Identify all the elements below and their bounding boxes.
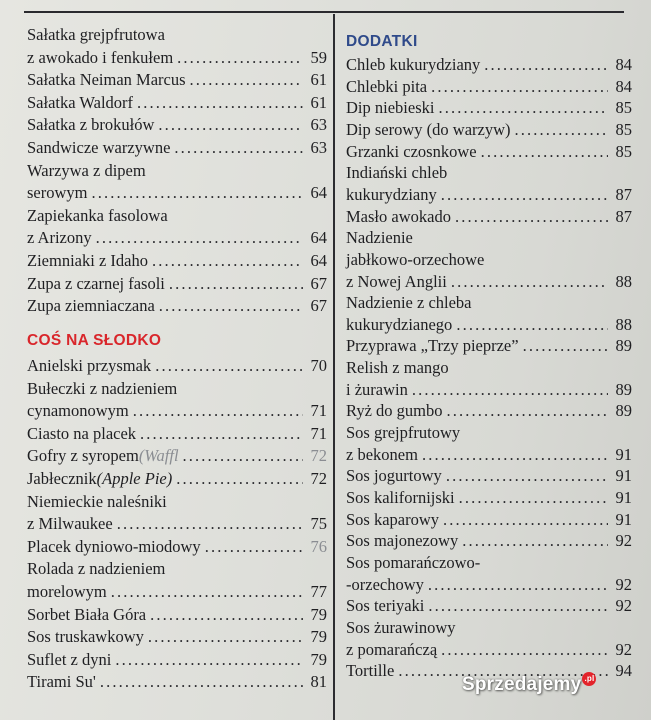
section-heading: COŚ NA SŁODKO bbox=[27, 332, 162, 349]
page-number: 92 bbox=[615, 531, 632, 551]
entry-title: Sos majonezowy bbox=[346, 531, 459, 551]
toc-entry bbox=[27, 24, 327, 46]
dot-leader bbox=[459, 487, 608, 509]
entry-title: Niemieckie naleśniki bbox=[27, 491, 167, 511]
toc-entry bbox=[27, 160, 327, 182]
entry-title: Chleb kukurydziany bbox=[346, 55, 481, 74]
page-number: 75 bbox=[310, 514, 327, 534]
page-number: 87 bbox=[615, 206, 632, 226]
dot-leader bbox=[455, 206, 608, 228]
toc-entry bbox=[27, 137, 327, 159]
toc-entry bbox=[27, 626, 327, 648]
page-number: 71 bbox=[310, 401, 327, 421]
entry-title: Chlebki pita bbox=[346, 76, 428, 96]
entry-title: Indiański chleb bbox=[346, 163, 448, 183]
page-number: 89 bbox=[615, 401, 632, 421]
dot-leader bbox=[484, 54, 608, 76]
entry-title: serowym bbox=[27, 183, 88, 203]
toc-entry bbox=[27, 468, 327, 490]
toc-entry bbox=[27, 69, 327, 91]
dot-leader bbox=[443, 509, 608, 531]
toc-entry bbox=[27, 423, 327, 445]
toc-entry bbox=[346, 379, 632, 401]
entry-title: Sos grejpfrutowy bbox=[346, 423, 461, 443]
dot-leader bbox=[150, 604, 303, 626]
dot-leader bbox=[451, 271, 608, 293]
entry-title: Nadzienie z chleba bbox=[346, 293, 472, 313]
page-number: 67 bbox=[310, 273, 327, 293]
page-number: 71 bbox=[310, 423, 327, 443]
page-number: 67 bbox=[310, 296, 327, 316]
toc-entry bbox=[27, 581, 327, 603]
entry-title: Gofry z syropem bbox=[27, 446, 139, 466]
toc-entry bbox=[27, 536, 327, 558]
toc-entry bbox=[346, 292, 632, 314]
page-number: 79 bbox=[310, 649, 327, 669]
page-number: 91 bbox=[615, 444, 632, 464]
toc-entry bbox=[346, 271, 632, 293]
entry-title: z Arizony bbox=[27, 228, 92, 248]
page-number: 63 bbox=[310, 138, 327, 157]
dot-leader bbox=[100, 671, 303, 693]
page-number: 91 bbox=[615, 509, 632, 529]
dot-leader bbox=[183, 445, 303, 467]
toc-entry bbox=[346, 509, 632, 531]
page-number: 85 bbox=[615, 98, 632, 118]
entry-title: Zupa z czarnej fasoli bbox=[27, 273, 165, 293]
page-number: 77 bbox=[310, 582, 327, 601]
entry-title: -orzechowy bbox=[346, 574, 424, 594]
entry-title: kukurydziany bbox=[346, 184, 437, 204]
page-number: 61 bbox=[310, 92, 327, 112]
entry-title: Suflet z dyni bbox=[27, 649, 112, 669]
dot-leader bbox=[205, 536, 303, 558]
toc-entry bbox=[27, 92, 327, 114]
toc-entry bbox=[27, 400, 327, 422]
entry-title: z bekonem bbox=[346, 444, 418, 464]
toc-entry bbox=[346, 227, 632, 249]
page-number: 61 bbox=[310, 70, 327, 90]
entry-title: Masło awokado bbox=[346, 206, 451, 226]
toc-entry bbox=[346, 617, 632, 639]
toc-entry bbox=[346, 465, 632, 487]
entry-title: Warzywa z dipem bbox=[27, 160, 146, 180]
toc-entry bbox=[27, 273, 327, 295]
page-number: 72 bbox=[310, 469, 327, 488]
page-number: 64 bbox=[310, 183, 327, 203]
dot-leader bbox=[447, 400, 608, 422]
page-number: 88 bbox=[615, 314, 632, 334]
entry-title: z awokado i fenkułem bbox=[27, 47, 174, 67]
toc-entry bbox=[346, 639, 632, 661]
toc-entry bbox=[346, 335, 632, 357]
entry-title: Sos żurawinowy bbox=[346, 617, 456, 637]
entry-title: Placek dyniowo-miodowy bbox=[27, 536, 201, 556]
entry-title: Anielski przysmak bbox=[27, 356, 152, 375]
toc-entry bbox=[27, 355, 327, 377]
toc-entry bbox=[346, 574, 632, 596]
column-divider bbox=[333, 14, 335, 720]
dot-leader bbox=[158, 114, 303, 136]
page-number: 94 bbox=[615, 661, 632, 681]
toc-entry bbox=[27, 182, 327, 204]
toc-entry bbox=[346, 76, 632, 98]
sprzedajemy-watermark bbox=[462, 672, 596, 696]
page-number: 92 bbox=[615, 574, 632, 594]
page-number: 64 bbox=[310, 228, 327, 248]
entry-title: Sos pomarańczowo- bbox=[346, 552, 481, 572]
toc-entry bbox=[346, 54, 632, 76]
page-number: 79 bbox=[310, 627, 327, 647]
top-rule bbox=[24, 11, 624, 13]
toc-entry bbox=[346, 357, 632, 379]
dot-leader bbox=[456, 314, 608, 336]
dot-leader bbox=[190, 69, 303, 91]
entry-title: Zapiekanka fasolowa bbox=[27, 205, 168, 225]
toc-entry bbox=[346, 444, 632, 466]
entry-title: Sos kalifornijski bbox=[346, 488, 455, 507]
dot-leader bbox=[515, 119, 609, 141]
entry-title: Tortille bbox=[346, 661, 395, 681]
entry-title: Tirami Su' bbox=[27, 672, 96, 692]
entry-title: Sałatka z brokułów bbox=[27, 115, 155, 135]
dot-leader bbox=[177, 47, 303, 69]
dot-leader bbox=[148, 626, 303, 648]
entry-title: Sorbet Biała Góra bbox=[27, 604, 147, 624]
entry-title: jabłkowo-orzechowe bbox=[346, 249, 485, 269]
dot-leader bbox=[117, 513, 303, 535]
toc-entry bbox=[346, 97, 632, 119]
toc-entry bbox=[346, 249, 632, 271]
entry-title: kukurydzianego bbox=[346, 314, 453, 334]
page-number: 76 bbox=[310, 536, 327, 556]
entry-title: Dip niebieski bbox=[346, 98, 435, 118]
page-number: 84 bbox=[615, 76, 632, 96]
page-number: 63 bbox=[310, 115, 327, 135]
toc-entry bbox=[346, 206, 632, 228]
toc-entry bbox=[27, 250, 327, 272]
page-number: 70 bbox=[310, 356, 327, 375]
page-number: 85 bbox=[615, 119, 632, 139]
dot-leader bbox=[115, 649, 303, 671]
entry-title: Sandwicze warzywne bbox=[27, 138, 171, 157]
dot-leader bbox=[96, 227, 303, 249]
entry-title: cynamonowym bbox=[27, 401, 129, 421]
dot-leader bbox=[176, 468, 303, 490]
dot-leader bbox=[137, 92, 303, 114]
page-number: 85 bbox=[615, 141, 632, 161]
page-number: 72 bbox=[310, 446, 327, 466]
toc-entry bbox=[346, 487, 632, 509]
entry-title: i żurawin bbox=[346, 379, 408, 399]
entry-title: Sałatka Waldorf bbox=[27, 92, 134, 112]
toc-entry bbox=[346, 552, 632, 574]
page-number: 84 bbox=[615, 55, 632, 74]
dot-leader bbox=[446, 465, 608, 487]
toc-entry bbox=[27, 114, 327, 136]
dot-leader bbox=[438, 97, 608, 119]
entry-title: Sos jogurtowy bbox=[346, 466, 442, 486]
entry-title: Ziemniaki z Idaho bbox=[27, 251, 148, 270]
entry-title: Rolada z nadzieniem bbox=[27, 559, 166, 579]
toc-entry bbox=[346, 400, 632, 422]
dot-leader bbox=[523, 335, 608, 357]
toc-entry bbox=[346, 141, 632, 163]
page-number: 87 bbox=[615, 184, 632, 204]
dot-leader bbox=[441, 184, 608, 206]
entry-title: Sałatka Neiman Marcus bbox=[27, 70, 186, 90]
dot-leader bbox=[422, 444, 608, 466]
dot-leader bbox=[431, 76, 608, 98]
entry-title: morelowym bbox=[27, 582, 107, 601]
toc-entry bbox=[27, 47, 327, 69]
dot-leader bbox=[462, 530, 608, 552]
entry-subtitle: (Apple Pie) bbox=[96, 469, 173, 488]
toc-entry bbox=[346, 422, 632, 444]
entry-title: z pomarańczą bbox=[346, 639, 438, 659]
entry-title: Ryż do gumbo bbox=[346, 401, 443, 421]
entry-title: z Nowej Anglii bbox=[346, 271, 447, 291]
entry-title: Sos truskawkowy bbox=[27, 627, 144, 647]
toc-entry bbox=[27, 604, 327, 626]
dot-leader bbox=[152, 250, 303, 272]
toc-entry bbox=[27, 378, 327, 400]
dot-leader bbox=[428, 574, 608, 596]
dot-leader bbox=[159, 295, 303, 317]
entry-title: Relish z mango bbox=[346, 358, 449, 378]
toc-entry bbox=[27, 649, 327, 671]
entry-title: z Milwaukee bbox=[27, 514, 113, 534]
page-number: 79 bbox=[310, 604, 327, 624]
page-number: 81 bbox=[310, 672, 327, 692]
entry-title: Sos kaparowy bbox=[346, 509, 440, 529]
entry-subtitle: (Waffl bbox=[138, 446, 179, 466]
toc-entry bbox=[346, 314, 632, 336]
dot-leader bbox=[412, 379, 608, 401]
toc-entry bbox=[27, 295, 327, 317]
entry-title: Grzanki czosnkowe bbox=[346, 141, 477, 161]
page-number: 91 bbox=[615, 466, 632, 486]
page-number: 88 bbox=[615, 271, 632, 291]
entry-title: Zupa ziemniaczana bbox=[27, 296, 155, 316]
page-number: 59 bbox=[310, 47, 327, 67]
page-number: 89 bbox=[615, 379, 632, 399]
entry-title: Sos teriyaki bbox=[346, 596, 425, 616]
page-number: 91 bbox=[615, 488, 632, 507]
dot-leader bbox=[169, 273, 303, 295]
dot-leader bbox=[481, 141, 608, 163]
entry-title: Nadzienie bbox=[346, 228, 413, 248]
toc-entry bbox=[346, 530, 632, 552]
toc-entry bbox=[346, 595, 632, 617]
entry-title: Bułeczki z nadzieniem bbox=[27, 378, 178, 398]
entry-title: Przyprawa „Trzy pieprze” bbox=[346, 336, 519, 356]
toc-entry bbox=[27, 671, 327, 693]
entry-title: Sałatka grejpfrutowa bbox=[27, 25, 165, 44]
dot-leader bbox=[441, 639, 608, 661]
dot-leader bbox=[140, 423, 303, 445]
section-heading: DODATKI bbox=[346, 33, 418, 50]
toc-entry bbox=[27, 205, 327, 227]
page-number: 89 bbox=[615, 336, 632, 356]
page-number: 64 bbox=[310, 251, 327, 270]
toc-entry bbox=[346, 162, 632, 184]
toc-entry bbox=[27, 513, 327, 535]
dot-leader bbox=[428, 595, 608, 617]
entry-title: Dip serowy (do warzyw) bbox=[346, 119, 511, 139]
watermark-text: Sprzedajemy bbox=[462, 674, 582, 695]
toc-entry bbox=[27, 491, 327, 513]
toc-entry bbox=[346, 119, 632, 141]
watermark-badge: .pl bbox=[582, 672, 596, 686]
toc-entry bbox=[27, 558, 327, 580]
toc-entry bbox=[27, 445, 327, 467]
dot-leader bbox=[155, 355, 303, 377]
dot-leader bbox=[133, 400, 303, 422]
toc-entry bbox=[346, 184, 632, 206]
entry-title: Ciasto na placek bbox=[27, 423, 137, 443]
dot-leader bbox=[111, 581, 303, 603]
page-number: 92 bbox=[615, 596, 632, 616]
entry-title: Jabłecznik bbox=[27, 469, 97, 488]
toc-entry bbox=[27, 227, 327, 249]
dot-leader bbox=[92, 182, 304, 204]
dot-leader bbox=[174, 137, 303, 159]
page-number: 92 bbox=[615, 639, 632, 659]
